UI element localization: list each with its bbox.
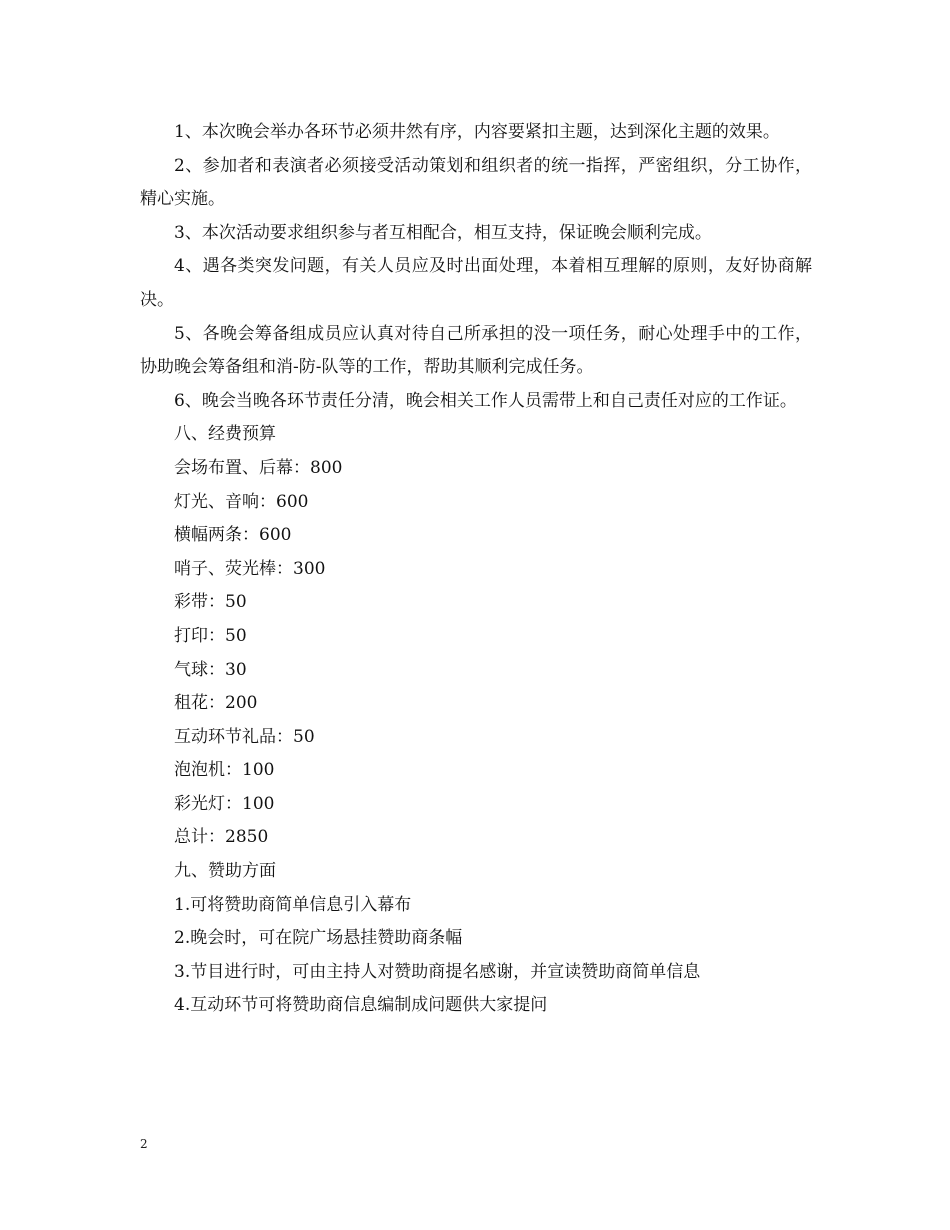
page-number: 2 — [140, 1137, 148, 1151]
requirement-paragraph-2: 2、参加者和表演者必须接受活动策划和组织者的统一指挥，严密组织，分工协作，精心实施。 — [140, 155, 812, 210]
budget-item: 彩带：50 — [174, 592, 247, 613]
budget-item: 打印：50 — [174, 625, 247, 646]
budget-item: 会场布置、后幕：800 — [174, 457, 343, 478]
budget-total: 总计：2850 — [174, 827, 269, 848]
budget-heading: 八、经费预算 — [174, 424, 276, 445]
sponsorship-item: 2.晚会时，可在院广场悬挂赞助商条幅 — [174, 928, 463, 949]
page-content — [140, 116, 812, 1023]
requirement-paragraph-3: 3、本次活动要求组织参与者互相配合，相互支持，保证晚会顺利完成。 — [174, 222, 712, 243]
budget-item: 彩光灯：100 — [174, 793, 275, 814]
budget-item: 灯光、音响：600 — [174, 491, 309, 512]
budget-item: 气球：30 — [174, 659, 247, 680]
sponsorship-item: 1.可将赞助商简单信息引入幕布 — [174, 894, 412, 915]
sponsorship-item: 3.节目进行时，可由主持人对赞助商提名感谢，并宣读赞助商简单信息 — [174, 961, 701, 982]
requirement-paragraph-4: 4、遇各类突发问题，有关人员应及时出面处理，本着相互理解的原则，友好协商解决。 — [140, 256, 812, 310]
budget-item: 横幅两条：600 — [174, 525, 292, 546]
sponsorship-item: 4.互动环节可将赞助商信息编制成问题供大家提问 — [174, 995, 548, 1016]
budget-item: 哨子、荧光棒：300 — [174, 558, 326, 579]
requirement-paragraph-6: 6、晚会当晚各环节责任分清，晚会相关工作人员需带上和自己责任对应的工作证。 — [174, 390, 797, 411]
budget-item: 互动环节礼品：50 — [174, 726, 315, 747]
requirement-paragraph-1: 1、本次晚会举办各环节必须井然有序，内容要紧扣主题，达到深化主题的效果。 — [174, 122, 780, 142]
requirement-paragraph-5: 5、各晚会筹备组成员应认真对待自己所承担的没一项任务，耐心处理手中的工作，协助晚会筹备组和消-防-队等的工作，帮助其顺利完成任务。 — [140, 323, 812, 378]
budget-item: 泡泡机：100 — [174, 760, 275, 781]
budget-item: 租花：200 — [174, 693, 258, 714]
sponsorship-heading: 九、赞助方面 — [174, 861, 276, 882]
